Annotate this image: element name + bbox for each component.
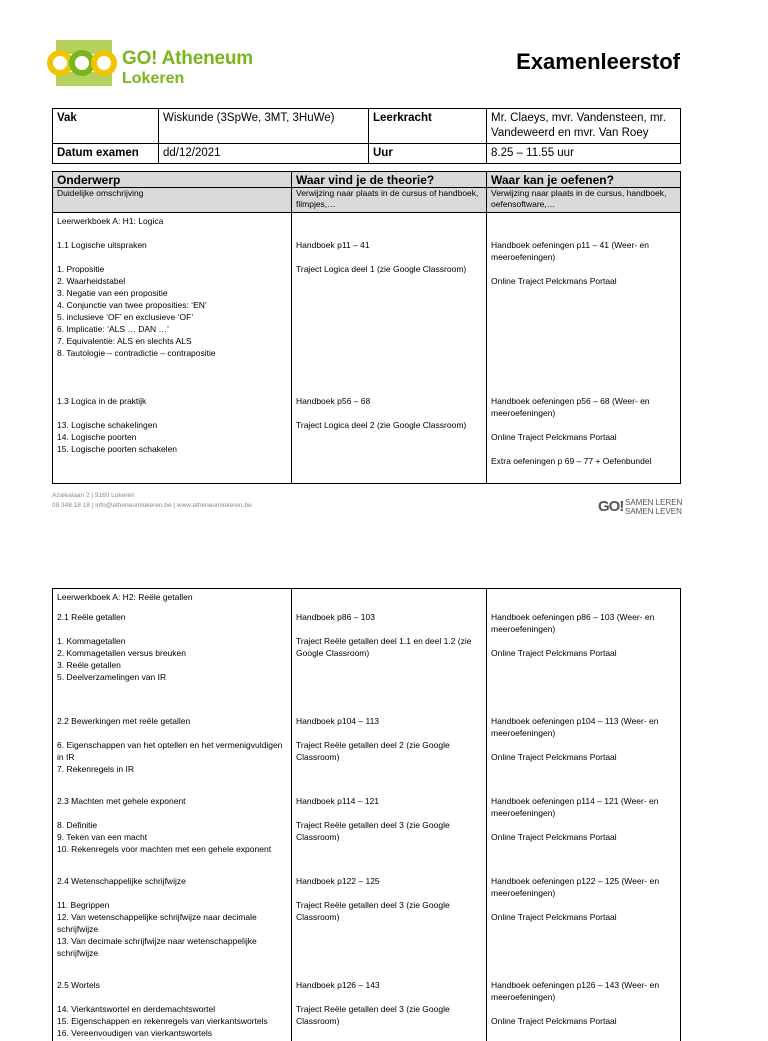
oefenen-cell: [487, 213, 681, 484]
cell-line: [57, 855, 287, 867]
cell-line: [57, 407, 287, 419]
oefenen-cell: [487, 605, 681, 709]
onderwerp-cell: [53, 789, 292, 869]
page-gap: [0, 525, 768, 555]
cell-line: [491, 335, 676, 347]
cell-line: Online Traject Pelckmans Portaal: [491, 1016, 617, 1026]
cell-line: Handboek p114 – 121: [296, 796, 380, 806]
cell-line: Handboek oefeningen p114 – 121 (Weer- en meeroefeningen): [491, 796, 661, 818]
cell-line: Online Traject Pelckmans Portaal: [491, 912, 617, 922]
cell-line: Handboek p56 – 68: [296, 396, 371, 406]
cell-line: 6. Eigenschappen van het optellen en het vermenigvuldigen in IR: [57, 740, 285, 762]
cell-line: [296, 887, 482, 899]
cell-line: [491, 739, 676, 751]
section-row: [53, 605, 681, 709]
cell-line: Handboek oefeningen p104 – 113 (Weer- en meeroefeningen): [491, 716, 661, 738]
cell-line: 9. Teken van een macht: [57, 832, 148, 842]
theorie-cell: [292, 973, 487, 1041]
cell-line: [57, 359, 287, 371]
cell-line: [296, 323, 482, 335]
cell-line: [296, 347, 482, 359]
onderwerp-cell: [53, 213, 292, 484]
cell-line: 14. Vierkantswortel en derdemachtswortel: [57, 1004, 216, 1014]
cell-line: [57, 695, 287, 707]
cell-line: [57, 959, 287, 971]
subject-matter-table-continued: [52, 588, 681, 1041]
cell-line: [296, 407, 482, 419]
table-header-row: [53, 172, 681, 188]
page-footer: [52, 491, 252, 511]
cell-line: [57, 227, 287, 239]
oefenen-cell: [487, 869, 681, 973]
table-row: [53, 589, 681, 606]
cell-line: Handboek p86 – 103: [296, 612, 375, 622]
cell-line: Handboek p126 – 143: [296, 980, 380, 990]
table-row: [53, 144, 681, 164]
column-header-onderwerp: Onderwerp: [53, 172, 292, 188]
cell-line: Traject Reële getallen deel 3 (zie Google Classroom): [296, 820, 453, 842]
cell-line: [491, 263, 676, 275]
cell-line: [57, 807, 287, 819]
cell-line: 10. Rekenregels voor machten met een gehele exponent: [57, 844, 272, 854]
cell-line: 2.2 Bewerkingen met reële getallen: [57, 716, 191, 726]
logo-school-name: GO! Atheneum: [122, 48, 253, 69]
cell-line: [491, 1003, 676, 1015]
cell-line: 8. Definitie: [57, 820, 98, 830]
onderwerp-cell: [53, 869, 292, 973]
footer-contact: 09 348 18 18 | info@atheneumlokeren.be | www.atheneumlokeren.be: [52, 502, 252, 509]
cell-line: 7. Equivalentie: ALS en slechts ALS: [57, 336, 192, 346]
cell-line: Traject Logica deel 2 (zie Google Classroom): [296, 420, 467, 430]
cell-line: [296, 991, 482, 1003]
cell-line: [296, 371, 482, 383]
chapter-sections: [53, 605, 681, 1041]
cell-line: Handboek oefeningen p126 – 143 (Weer- en meeroefeningen): [491, 980, 662, 1002]
slogan: [625, 498, 682, 516]
cell-line: 13. Logische schakelingen: [57, 420, 158, 430]
cell-line: Handboek oefeningen p122 – 125 (Weer- en meeroefeningen): [491, 876, 662, 898]
cell-line: [57, 727, 287, 739]
cell-line: 6. Implicatie: ‘ALS … DAN …’: [57, 324, 169, 334]
cell-line: [491, 635, 676, 647]
cell-line: [491, 383, 676, 395]
logo-circles-icon: [48, 38, 120, 88]
cell-line: Leerwerkboek A: H1: Logica: [57, 216, 164, 226]
cell-line: 2.3 Machten met gehele exponent: [57, 796, 186, 806]
oefenen-cell: [487, 709, 681, 789]
cell-line: 5. inclusieve ‘OF’ en exclusieve ‘OF’: [57, 312, 194, 322]
oefenen-cell: [487, 789, 681, 869]
cell-line: [57, 775, 287, 787]
theorie-cell: [292, 589, 487, 606]
exam-info-table: [52, 108, 681, 164]
section-row: [53, 869, 681, 973]
cell-line: Online Traject Pelckmans Portaal: [491, 832, 617, 842]
cell-line: 15. Eigenschappen en rekenregels van vierkantswortels: [57, 1016, 268, 1026]
cell-line: 16. Vereenvoudigen van vierkantswortels: [57, 1028, 212, 1038]
table-row: [53, 213, 681, 484]
chapter-title: Leerwerkboek A: H2: Reële getallen: [53, 589, 292, 606]
onderwerp-cell: [53, 709, 292, 789]
theorie-cell: [292, 869, 487, 973]
slogan-line-1: SAMEN LEREN: [625, 498, 683, 507]
cell-line: [296, 299, 482, 311]
cell-line: 7. Rekenregels in IR: [57, 764, 135, 774]
cell-line: Traject Reële getallen deel 2 (zie Google Classroom): [296, 740, 453, 762]
datum-value: dd/12/2021: [159, 144, 369, 164]
page-title: Examenleerstof: [516, 49, 680, 74]
cell-line: [491, 359, 676, 371]
cell-line: 2.4 Wetenschappelijke schrijfwijze: [57, 876, 186, 886]
cell-line: 8. Tautologie – contradictie – contrapositie: [57, 348, 216, 358]
cell-line: [491, 419, 676, 431]
theorie-cell: [292, 709, 487, 789]
cell-line: [296, 275, 482, 287]
vak-label: Vak: [53, 109, 159, 144]
cell-line: Traject Reële getallen deel 3 (zie Google Classroom): [296, 900, 453, 922]
table-row: [53, 109, 681, 144]
cell-line: [57, 383, 287, 395]
cell-line: Online Traject Pelckmans Portaal: [491, 276, 617, 286]
cell-line: [491, 899, 676, 911]
cell-line: [296, 215, 482, 227]
section-row: [53, 709, 681, 789]
cell-line: [491, 287, 676, 299]
cell-line: 2.1 Reële getallen: [57, 612, 126, 622]
cell-line: [296, 383, 482, 395]
onderwerp-cell: [53, 973, 292, 1041]
cell-line: [491, 299, 676, 311]
slogan-line-2: SAMEN LEVEN: [625, 507, 682, 516]
datum-label: Datum examen: [53, 144, 159, 164]
cell-line: 3. Reële getallen: [57, 660, 121, 670]
cell-line: 2. Waarheidstabel: [57, 276, 126, 286]
cell-line: [57, 623, 287, 635]
column-subheader-onderwerp: Duidelijke omschrijving: [53, 188, 292, 213]
cell-line: Online Traject Pelckmans Portaal: [491, 432, 617, 442]
cell-line: 11. Begrippen: [57, 900, 110, 910]
cell-line: 5. Deelverzamelingen van IR: [57, 672, 167, 682]
cell-line: Traject Reële getallen deel 1.1 en deel 1.2 (zie Google Classroom): [296, 636, 474, 658]
cell-line: [296, 807, 482, 819]
column-subheader-theorie: Verwijzing naar plaats in de cursus of handboek, filmpjes,…: [292, 188, 487, 213]
cell-line: Traject Logica deel 1 (zie Google Classroom): [296, 264, 467, 274]
school-logo: [48, 38, 258, 92]
document-page-2: [0, 555, 768, 1038]
cell-line: [491, 443, 676, 455]
column-subheader-oefenen: Verwijzing naar plaats in de cursus, handboek, oefensoftware,…: [487, 188, 681, 213]
cell-line: Handboek p11 – 41: [296, 240, 370, 250]
cell-line: Online Traject Pelckmans Portaal: [491, 648, 617, 658]
cell-line: 3. Negatie van een propositie: [57, 288, 168, 298]
cell-line: [296, 335, 482, 347]
oefenen-cell: [487, 589, 681, 606]
cell-line: [491, 215, 676, 227]
onderwerp-cell: [53, 605, 292, 709]
subject-matter-table: [52, 171, 681, 484]
cell-line: [296, 227, 482, 239]
theorie-cell: [292, 789, 487, 869]
section-row: [53, 973, 681, 1041]
cell-line: Handboek oefeningen p11 – 41 (Weer- en meeroefeningen): [491, 240, 652, 262]
cell-line: 2.5 Wortels: [57, 980, 100, 990]
column-header-theorie: Waar vind je de theorie?: [292, 172, 487, 188]
footer-address: Azalealaan 2 | 9160 Lokeren: [52, 492, 135, 499]
cell-line: Handboek oefeningen p56 – 68 (Weer- en meeroefeningen): [491, 396, 652, 418]
cell-line: Extra oefeningen p 69 – 77 + Oefenbundel: [491, 456, 652, 466]
cell-line: [296, 623, 482, 635]
cell-line: 1.1 Logische uitspraken: [57, 240, 147, 250]
cell-line: [57, 371, 287, 383]
go-slogan-logo: [598, 497, 688, 517]
cell-line: [491, 819, 676, 831]
cell-line: [491, 311, 676, 323]
cell-line: 2. Kommagetallen versus breuken: [57, 648, 186, 658]
uur-label: Uur: [369, 144, 487, 164]
cell-line: [57, 991, 287, 1003]
cell-line: 14. Logische poorten: [57, 432, 137, 442]
logo-city: Lokeren: [122, 70, 185, 87]
cell-line: [491, 347, 676, 359]
cell-line: Handboek oefeningen p86 – 103 (Weer- en meeroefeningen): [491, 612, 657, 634]
cell-line: [296, 251, 482, 263]
cell-line: Handboek p122 – 125: [296, 876, 380, 886]
leerkracht-label: Leerkracht: [369, 109, 487, 144]
column-header-oefenen: Waar kan je oefenen?: [487, 172, 681, 188]
theorie-cell: [292, 213, 487, 484]
oefenen-cell: [487, 973, 681, 1041]
table-subheader-row: [53, 188, 681, 213]
cell-line: Handboek p104 – 113: [296, 716, 380, 726]
cell-line: [57, 251, 287, 263]
cell-line: [296, 287, 482, 299]
cell-line: 13. Van decimale schrijfwijze naar wetenschappelijke schrijfwijze: [57, 936, 260, 958]
cell-line: [296, 311, 482, 323]
cell-line: [296, 359, 482, 371]
theorie-cell: [292, 605, 487, 709]
uur-value: 8.25 – 11.55 uur: [487, 144, 681, 164]
cell-line: 4. Conjunctie van twee proposities: ‘EN’: [57, 300, 207, 310]
cell-line: 1.3 Logica in de praktijk: [57, 396, 147, 406]
cell-line: 15. Logische poorten schakelen: [57, 444, 178, 454]
leerkracht-value: Mr. Claeys, mvr. Vandensteen, mr. Vandeweerd en mvr. Van Roey: [487, 109, 681, 144]
cell-line: [491, 371, 676, 383]
cell-line: 1. Kommagetallen: [57, 636, 126, 646]
cell-line: [296, 727, 482, 739]
cell-line: [491, 323, 676, 335]
cell-line: [57, 683, 287, 695]
go-mark: GO!: [598, 498, 624, 515]
cell-line: [491, 227, 676, 239]
cell-line: 1. Propositie: [57, 264, 105, 274]
section-row: [53, 789, 681, 869]
cell-line: 12. Van wetenschappelijke schrijfwijze naar decimale schrijfwijze: [57, 912, 260, 934]
cell-line: Online Traject Pelckmans Portaal: [491, 752, 617, 762]
vak-value: Wiskunde (3SpWe, 3MT, 3HuWe): [159, 109, 369, 144]
cell-line: [57, 887, 287, 899]
cell-line: Traject Reële getallen deel 3 (zie Google Classroom): [296, 1004, 453, 1026]
